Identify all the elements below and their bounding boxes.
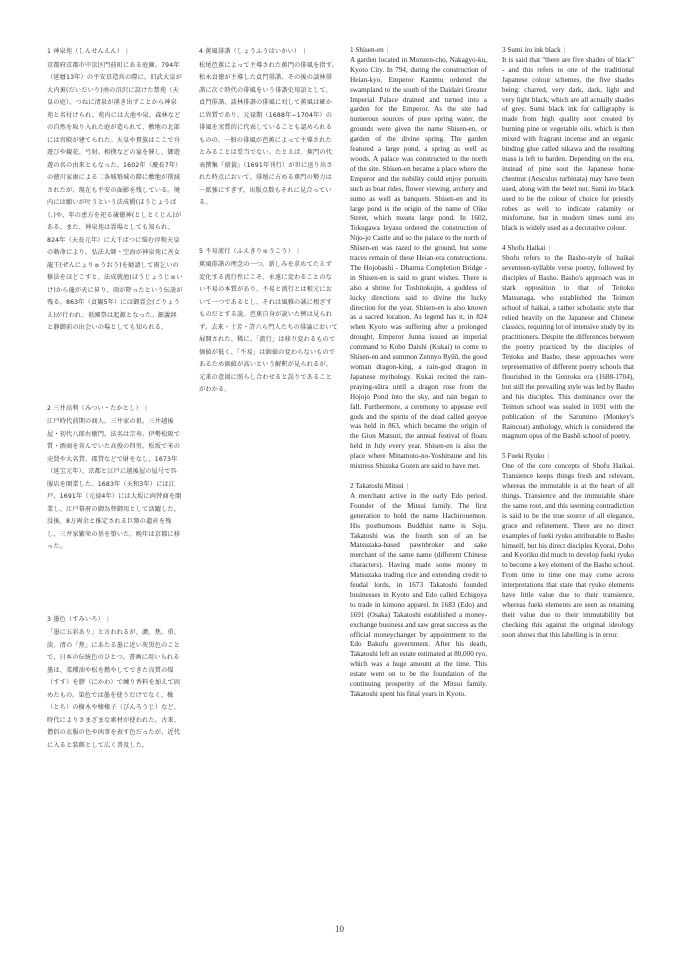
entry-title: 4 蕉風俳諧（しょうふうはいかい） | [199,48,306,55]
entry-body: Shofu refers to the Basho-style of haikai seventeen-syllable verse poetry, followed by disciples of Basho. Basho's approach was in stark opposition to that of Teitoku Matsunaga, who established the Teimon school of haikai, a rather scholastic style that relied heavily on the Japanese and Chinese classics, requiring lot of intensive study by its practitioners. Despite the differences between the poetry practiced by the disciples of Teitoku and Basho, these approaches were representative of different poetry schools that flourished in the Genroku era (1688-1704), but still the prevailing style was led by Basho and his disciples. This dominance over the Teimon school was sealed in 1691 with the publication of the Sarumino (Monkey's Raincoat) anthology, which is considered the magnum opus of the Bashō school of poetry. [502,254,634,441]
entry-title: 3 Sumi iro ink black | [502,46,566,54]
entry-body: 松尾芭蕉によって主導された蕉門の俳風を指す。松永貞徳が主導した貞門俳諧、その後の談林俳諧に次ぐ時代の俳風をいう俳諧史用語として、貞門俳諧、談林俳諧の俳風に対して蕉風は確かに異質であり、元禄期（1688年−1704年）の俳風を実質的に代表していることも認められるものの、一般の俳風が芭蕉によって主導されたとみることは妥当でない。たとえば、蕉門の代表撰集『猿蓑』（1691年刊行）が世に送り出された時点において、俳壇に占める蕉門の勢力は一派強にすぎず、出版点数もそれに見合っている。 [199,61,338,206]
entry-mitsui-en [350,482,487,700]
entry-mitsui-ja [47,403,183,554]
entry-shofu-ja [199,46,338,210]
column-english-2 [502,46,634,651]
entry-fueki-ja [199,246,338,397]
entry-title: 5 Fueki Ryuko | [502,452,549,461]
entry-body: 江戸時代前期の商人、三井家の祖。三井越後屋・初代八郎右衛門。法名は宗寿。伊勢松阪で質・酒商を営んでいた高俊の四男。松坂で米の売買や大名貸、郡貸などで財をなし、1673年（延宝元年）、京都と江戸に越後屋の屋号で呉服店を開業した。1683年（天和3年）には江戸、1691年（元禄4年）には大坂に両替商を開業し、江戸幕府の御為替御用として活躍した。没後、8万両余と推定される巨額の遺産を残し、三井家繁栄の基を築いた。晩年は京都に移った。 [47,418,182,550]
entry-shisenen-ja [47,46,183,335]
entry-body: It is said that "there are five shades of black" - and this refers to one of the traditional Japanese colour schemes, the five shades being: charred, very dark, dark, light and very light black, which are all actually shades of grey. Sumi black ink for calligraphy is made from high quality soot created by burning pine or vegetable oils, which is then mixed with fragrant incense and an organic binding glue called nikawa and the resulting mass is left to harden. Depending on the era, instead of pine soot the Japanese horse chestnut (Aesculus turbinata) may have been used, along with the betel nut. Sumi iro black used to be the colour of choice for priestly robes as well to indicate calamity or misfortune, but in modern times sumi iro black is widely used as a decorative colour. [502,55,634,233]
entry-title: 5 不易流行（ふえきりゅうこう） | [199,247,300,255]
column-japanese-1 [47,46,183,770]
entry-body: 蕉風俳諧の理念の一つ。新しみを求めてたえず変化する流行性にこそ、永遠に変わることのない不易の本質があり、不易と流行とは根元において一つであるとし、それは風雅の誠に根ざすものだとする説。芭蕉自身が説いた例は見られず、去来・土芳・許六ら門人たちの俳論において展開された。稀に、「流行」は移り変わるもので価値が低く、「不易」は価値の変わらないものであるため価値が高いという解釈が見られるが、元来の意図に照らし合わせると誤りであることがわかる。 [199,261,338,393]
entry-body: One of the core concepts of Shofu Haikai. Transience keeps things fresh and relevant, whereas the immutable is at the heart of all things. Transience and the immutable share the same root, and this seeming contradiction is said to be the true source of all elegance, grace and refinement. There are no direct examples of fueki ryuko attributable to Basho himself, but his direct disciples Kyorai, Doho and Kyoriku did much to develop fueki ryuko to become a key element of the Basho school. From time to time one may come across interpretations that state that ryuko elements have little value due to their transience, whereas fueki elements are seen as retaining their value due to their immutability but checking this against the original ideology soon shows that this labelling is in error. [502,462,634,639]
column-english-1 [350,46,487,710]
entry-title: 4 Shofu Haikai | [502,244,550,253]
entry-body: 京都府京都市中京区門前町にある庭園。794年（延暦13年）の平安京造営の際に、旧武大皇が大内裏(だいだいり)南の沼沢に設けた禁苑（天皇の庭）。つねに清泉が湧き出ずことから神泉苑と名付けられ、苑内には大池や泉、森林などの自然を取り入れた庭が造られて、敷地の北部には宮殿が建てられた。天皇や貴族はここで舟遊びや観花、弓射、相撲などの宴を催し、御遊遊の名の由来ともなった。1602年（慶長7年）の徳川家康による二条城築城の際に敷地が削減されたが、現在も平安の面影を残している。境内には願いが叶うという法成橋(ほうじょうばし)や、年の恵方を祀る歳徳神(としとくじん)がある。また、神泉苑は霊場としても知られ、824年（天長元年）に大干ばつに悩む淳和天皇の勅命により、弘法大師・空海が神泉苑に善女龍王(ぜんにょりゅうおう)を勧請して雨乞いの修法をほどこすと、法成就池(ほうじょうじゅいけ)から龍が天に昇り、雨が降ったという伝説が残る。863年（貞観5年）には御霊会(ごりょうえ)が行われ、祇園祭は起源となった。源義経と静御前の出会いの場としても知られる。 [47,61,183,331]
entry-sumiiro-en [502,46,634,234]
entry-title: 2 三井高利（みつい・たかとし） | [47,404,148,412]
entry-fueki-en [502,452,634,640]
entry-title: 2 Takatoshi Mitsui | [350,481,409,490]
entry-shofu-en [502,244,634,442]
entry-title: 1 Shisen-en | [350,46,389,54]
entry-body: 「墨に五彩あり」と言われるが、濃、焦、重、淡、清の「焦」にあたる墨に近い灰黒色のことで、日本の伝統色のひとつ。書画に用いられる墨は、菜種油や松を燃やしてできた良質の煤（すす）を膠（にかわ）で練り香料を加えて固めたもの。染色では墨を使うだけでなく、橡（とち）の樹木や榛榛子（びんろうじ）など、時代によりさまざまな素材が使われた。古来、僧侶の衣服の色や凶事を表す色だったが、近代に入ると装飾として広く普及した。 [47,629,181,749]
entry-body: A merchant active in the early Edo period. Founder of the Mitsui family. The first generation to hold the name Hachirouemon. His posthumous Buddhist name is Soju. Takatoshi was the fourth son of an Ise Matsuzaka-based pawnbroker and sake merchant of the same name (different Chinese characters). Having made some money in Matsuzaka trading rice and extending credit to feudal lords, in 1673 Takatoshi founded businesses in Kyoto and Edo called Echigoya to trade in kimono apparel. In 1683 (Edo) and 1691 (Osaka) Takatoshi established a money-exchange business and saw great success as the official moneychanger by appointment to the Edo Bakufu government. After his death, Takatoshi left an estate estimated at 80,000 ryo, which was a huge amount at the time. This estate went on to be the foundation of the continuing prosperity of the Mitsui family. Takatoshi spent his final years in Kyoto. [350,491,488,698]
entry-sumiiro-ja [47,614,183,753]
entry-title: 1 神泉苑（しんせんえん） | [47,48,129,55]
page-number: 10 [335,924,344,934]
entry-body: A garden located in Monzen-cho, Nakagyo-ku, Kyoto City. In 794, during the construction of Heian-kyo, Emperor Kammu ordered the swampland to the south of the Daidairi Greater Imperial Palace drained and turned into a garden for the Emperor. As the site had numerous sources of pure spring water, the grounds were given the name Shisen-en, or garden of the divine spring. The garden featured a large pond, a spring as well as woods. A palace was constructed to the north of the site. Shisen-en became a place where the Emperor and the nobility could enjoy pursuits such as boat rides, flower viewing, archery and sumo as well as banquets. Shisen-en and its large pond is the origin of the name of Oike Street, which means large pond. In 1602, Tokugawa Ieyasu ordered the construction of Nijo-jo Castle and so the palace to the north of Shisen-en was razed to the ground, but some traces remain of these Heian-era constructions. The Hojobashi - Dharma Completion Bridge - in Shisen-en is said to grant wishes. There is also a shrine for Toshitokujin, a goddess of lucky directions said to divine the lucky direction for the year. Shisen-en is also known as a sacred location. As legend has it, in 824 when Kyoto was suffering after a prolonged drought, Emperor Junna issued an imperial command to Kobo Daishi (Kukai) to come to Shisen-en and summon Zennyo Ryūō, the good woman dragon-king, a rain-god dragon in Japanese mythology. Kukai recited the rain-praying-sūtra until a dragon rose from the Hojojo Pond into the sky, and rain began to fall. Furthermore, a ceremony to appease evil gods and the spirits of the dead called goryoe was held in 863, which became the origin of the Gion Matsuri, the annual festival of floats held in July every year. Shisen-en is also the place where Minamoto-no-Yoshitsune and his mistress Shizuka Gozen are said to have met. [350,55,487,471]
column-japanese-2 [199,46,338,415]
entry-title: 3 墨色（すみいろ） | [47,615,110,623]
entry-shisenen-en [350,46,487,472]
